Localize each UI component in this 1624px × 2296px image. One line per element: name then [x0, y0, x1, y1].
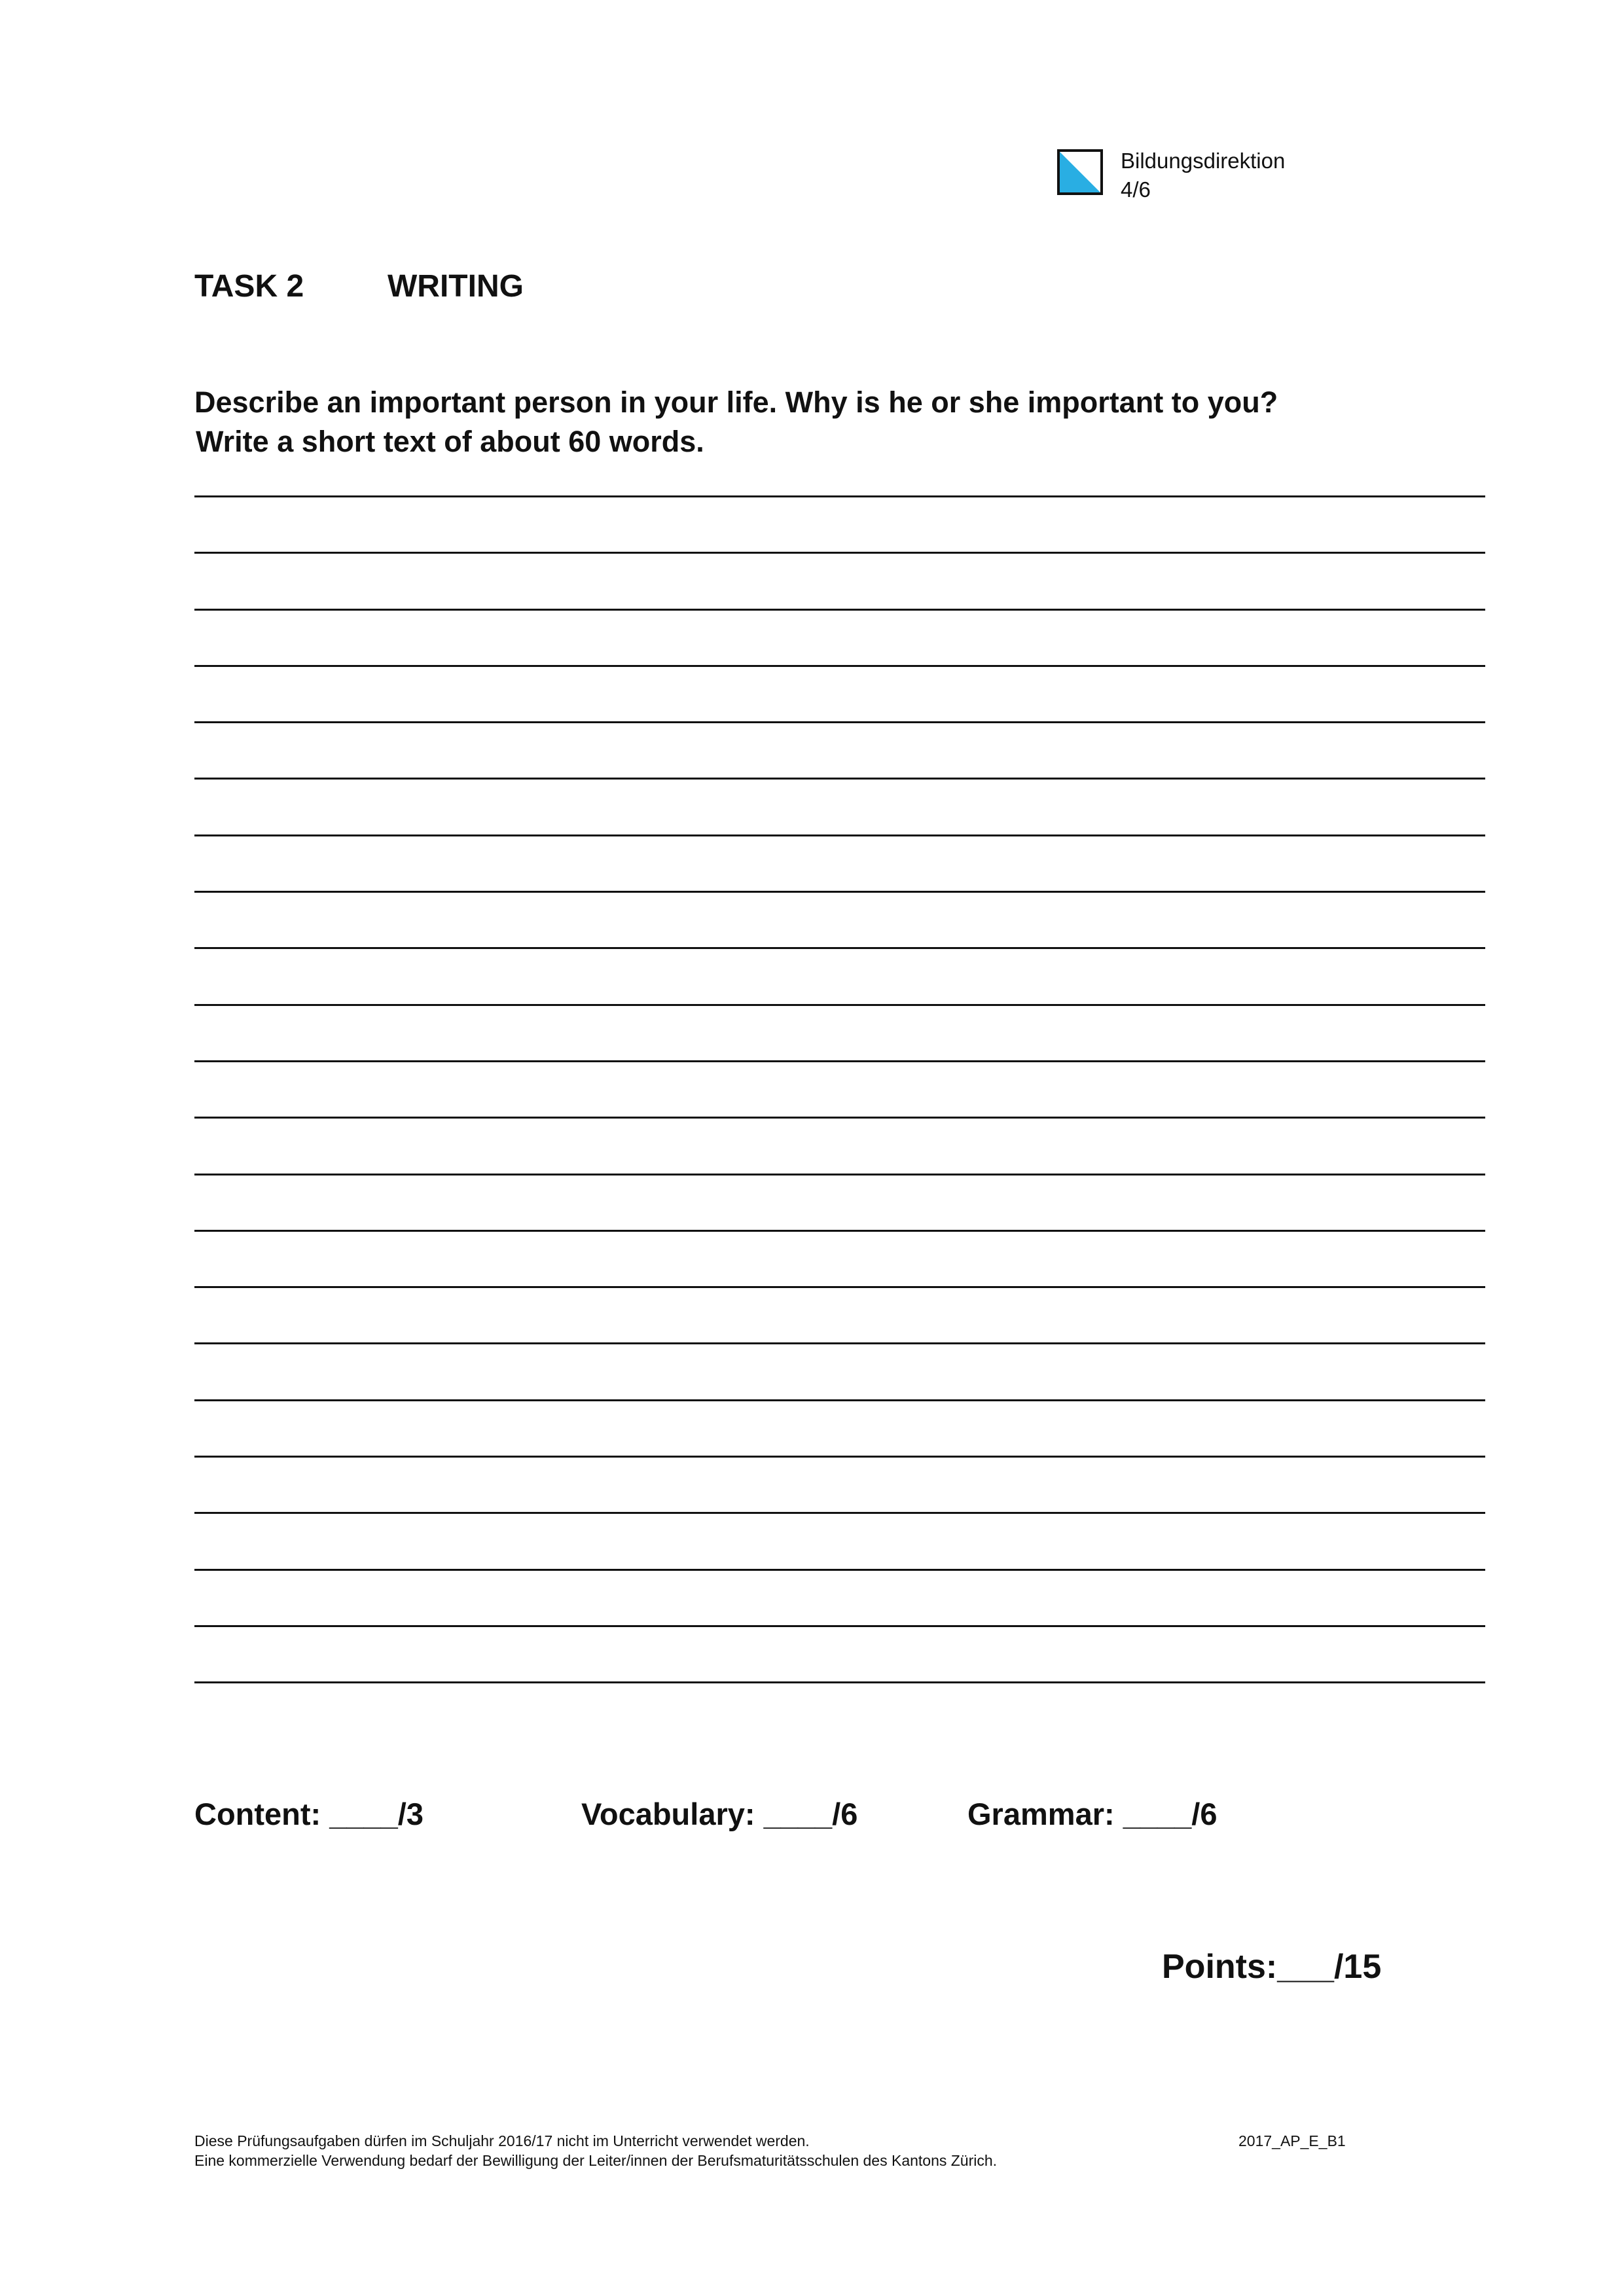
- writing-line[interactable]: [194, 1230, 1485, 1286]
- writing-line[interactable]: [194, 495, 1485, 552]
- writing-line[interactable]: [194, 1569, 1485, 1625]
- writing-line[interactable]: [194, 778, 1485, 834]
- content-score: Content: ____/3: [194, 1797, 424, 1831]
- page-number: 4/6: [1121, 177, 1151, 202]
- writing-line[interactable]: [194, 665, 1485, 721]
- writing-line[interactable]: [194, 1174, 1485, 1230]
- task-heading: [194, 268, 524, 304]
- page-header: [1121, 147, 1285, 204]
- task-number: TASK 2: [194, 269, 304, 304]
- writing-line[interactable]: [194, 1117, 1485, 1173]
- writing-line[interactable]: [194, 609, 1485, 665]
- footer-notice: [194, 2131, 997, 2170]
- canton-zurich-logo-icon: [1057, 149, 1103, 195]
- org-name: Bildungsdirektion: [1121, 149, 1286, 173]
- writing-line[interactable]: [194, 1512, 1485, 1568]
- writing-line[interactable]: [194, 1625, 1485, 1681]
- footer-line-2: Eine kommerzielle Verwendung bedarf der Bewilligung der Leiter/innen der Berufsmaturitätsschulen des Kantons Zürich.: [194, 2152, 998, 2169]
- writing-line[interactable]: [194, 1060, 1485, 1117]
- writing-line[interactable]: [194, 834, 1485, 891]
- writing-line[interactable]: [194, 1456, 1485, 1512]
- instruction-line-2: Write a short text of about 60 words.: [196, 425, 704, 458]
- writing-line[interactable]: [194, 1286, 1485, 1342]
- task-instructions: [194, 383, 1278, 461]
- writing-line[interactable]: [194, 1399, 1485, 1456]
- writing-line[interactable]: [194, 552, 1485, 608]
- vocabulary-score: Vocabulary: ____/6: [581, 1797, 858, 1831]
- footer-line-1: Diese Prüfungsaufgaben dürfen im Schuljahr 2016/17 nicht im Unterricht verwendet werden.: [194, 2132, 810, 2149]
- writing-line[interactable]: [194, 1681, 1485, 1738]
- total-points: Points:___/15: [1162, 1948, 1382, 1986]
- writing-area[interactable]: [194, 495, 1485, 1738]
- document-code: 2017_AP_E_B1: [1238, 2132, 1346, 2149]
- writing-line[interactable]: [194, 947, 1485, 1003]
- writing-line[interactable]: [194, 891, 1485, 947]
- writing-line[interactable]: [194, 1342, 1485, 1399]
- writing-line[interactable]: [194, 721, 1485, 778]
- writing-line[interactable]: [194, 1004, 1485, 1060]
- task-title: WRITING: [388, 269, 524, 304]
- grammar-score: Grammar: ____/6: [967, 1797, 1218, 1831]
- instruction-line-1: Describe an important person in your life. Why is he or she important to you?: [194, 386, 1278, 419]
